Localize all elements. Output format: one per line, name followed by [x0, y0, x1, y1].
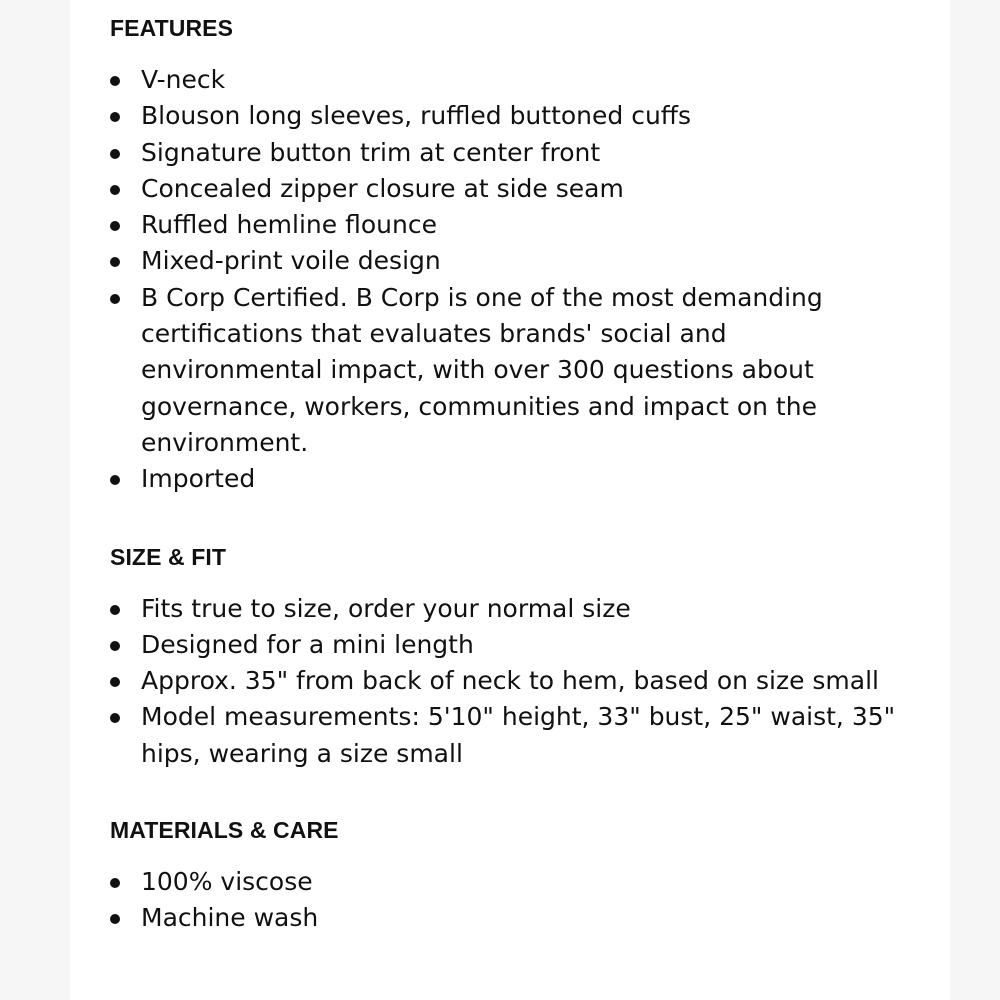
bullet-icon — [110, 185, 120, 195]
features-item-text: V-neck — [141, 65, 226, 94]
size-item-model-measurements — [110, 699, 900, 772]
features-item-zipper — [110, 171, 900, 207]
features-item-text: Signature button trim at center front — [141, 137, 601, 167]
bullet-icon — [110, 641, 120, 651]
features-item-text: Concealed zipper closure at side seam — [141, 173, 624, 203]
materials-care-list — [110, 864, 900, 937]
bullet-icon — [110, 149, 120, 159]
bullet-icon — [110, 677, 120, 687]
size-item-text: Approx. 35" from back of neck to hem, based on size small — [141, 666, 879, 696]
bullet-icon — [110, 112, 120, 122]
size-fit-heading: SIZE & FIT — [110, 543, 226, 570]
features-section — [110, 12, 900, 498]
bullet-icon — [110, 76, 120, 86]
product-details-content — [110, 12, 900, 937]
features-item-button-trim — [110, 135, 900, 171]
bullet-icon — [110, 221, 120, 231]
bullet-icon — [110, 878, 120, 888]
features-item-text: Ruffled hemline flounce — [141, 210, 437, 240]
features-item-text: B Corp Certified. B Corp is one of the most demanding certifications that evaluates brands' social and environmental impact, with over 300 questions about governance, workers, communities and impact on the environment. — [141, 282, 823, 457]
features-item-sleeves — [110, 98, 900, 134]
size-item-approx-length — [110, 663, 900, 699]
materials-care-section — [110, 814, 900, 937]
features-item-v-neck — [110, 62, 900, 98]
size-item-text: Fits true to size, order your normal size — [141, 593, 631, 623]
size-item-text: Designed for a mini length — [141, 629, 474, 659]
bullet-icon — [110, 294, 120, 304]
materials-item-viscose — [110, 864, 900, 900]
bullet-icon — [110, 475, 120, 485]
materials-care-heading: MATERIALS & CARE — [110, 817, 339, 844]
bullet-icon — [110, 605, 120, 615]
features-item-text: Blouson long sleeves, ruffled buttoned cuffs — [141, 101, 692, 131]
features-item-imported — [110, 461, 900, 497]
features-item-design — [110, 243, 900, 279]
materials-item-machine-wash — [110, 900, 900, 936]
bullet-icon — [110, 713, 120, 723]
materials-item-text: Machine wash — [141, 903, 319, 933]
features-list — [110, 62, 900, 498]
features-item-hemline — [110, 207, 900, 243]
features-heading: FEATURES — [110, 15, 234, 41]
materials-item-text: 100% viscose — [141, 867, 313, 897]
bullet-icon — [110, 914, 120, 924]
features-item-text: Mixed-print voile design — [141, 246, 441, 276]
size-item-text: Model measurements: 5'10" height, 33" bust, 25" waist, 35" hips, wearing a size small — [141, 702, 896, 768]
features-item-text: Imported — [141, 464, 256, 494]
features-item-b-corp — [110, 280, 900, 461]
size-item-length — [110, 627, 900, 663]
bullet-icon — [110, 257, 120, 267]
size-item-true-to-size — [110, 591, 900, 627]
size-fit-section — [110, 541, 900, 772]
size-fit-list — [110, 591, 900, 772]
